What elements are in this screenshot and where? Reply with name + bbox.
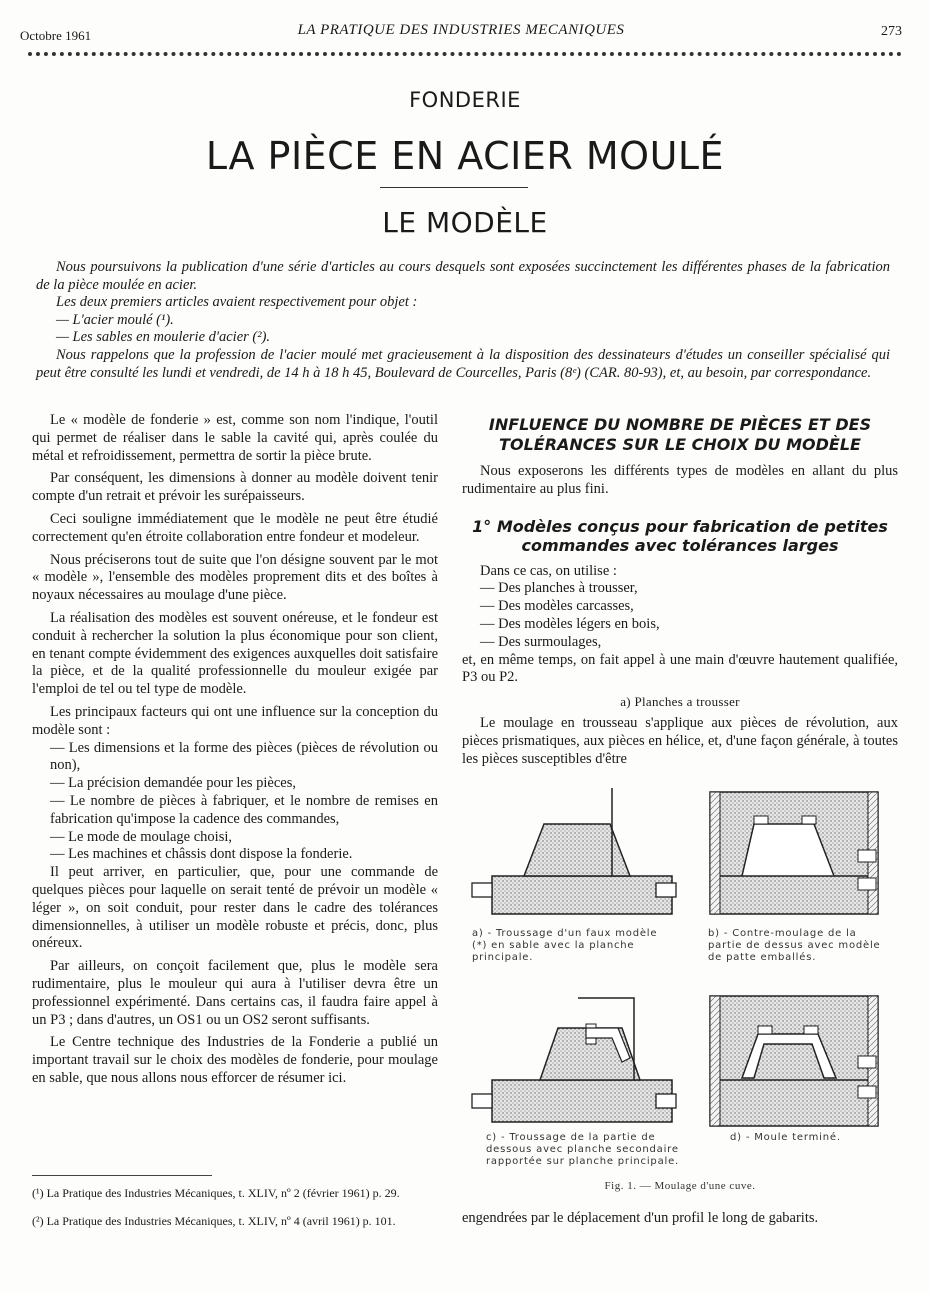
list-item: — Le mode de moulage choisi, [50,828,233,845]
journal-title: LA PRATIQUE DES INDUSTRIES MECANIQUES [297,22,625,38]
intro-paragraph: Les deux premiers articles avaient respectivement pour objet : [56,294,418,311]
caption-a: a) - Troussage d'un faux modèle (*) en sable avec la planche principale. [472,928,658,963]
body-paragraph: Le Centre technique des Industries de la Fonderie a publié un important travail sur le choix des modèles de fonderie, pour moulage en sable, que nous allons nous efforcer de résumer ici. [32,1034,438,1086]
list-item: — Le nombre de pièces à fabriquer, et le nombre de remises en fabrication qu'impose la cadence des commandes, [50,792,438,827]
list-item: — Des planches à trousser, [480,580,638,597]
article-subtitle: LE MODÈLE [382,206,548,239]
body-paragraph: et, en même temps, on fait appel à une main d'œuvre hautement qualifiée, P3 ou P2. [462,651,898,686]
list-item: — Les dimensions et la forme des pièces (pièces de révolution ou non), [50,739,438,774]
page-number: 273 [881,24,902,39]
caption-c: c) - Troussage de la partie de dessous avec planche secondaire rapportée sur planche principale. [486,1132,680,1167]
section-rubric: FONDERIE [409,88,521,112]
title-rule [380,187,528,188]
body-paragraph: Par ailleurs, on conçoit facilement que, plus le modèle sera rudimentaire, plus le mouleur qui aura à l'utiliser devra être un professionnel expérimenté. Dans certains cas, il faudra faire appel à un P3 ; dans d'autres, un OS1 ou un OS2 seront suffisants. [32,958,438,1028]
body-paragraph: Les principaux facteurs qui ont une influence sur la conception du modèle sont : [32,703,438,738]
body-paragraph: La réalisation des modèles est souvent onéreuse, et le fondeur est conduit à rechercher la solution la plus économique pour son client, en tenant compte évidemment des exigences auxquelles doit satisfaire la pièce, et de la qualité professionnelle du mouleur exigée par l'emploi de tel ou tel type de modèle. [32,609,438,698]
footnote: (²) La Pratique des Industries Mécaniques, t. XLIV, nº 4 (avril 1961) p. 101. [32,1214,396,1228]
sub-heading: a) Planches a trousser [620,694,740,710]
diagram-b [710,792,878,914]
article-title: LA PIÈCE EN ACIER MOULÉ [205,134,725,178]
running-header [20,22,902,44]
body-paragraph: Le « modèle de fonderie » est, comme son nom l'indique, l'outil qui permet de réaliser dans le sable la cavité qui, après coulée du métal et refroidissement, permettra de sortir la pièce brute. [32,412,438,464]
figure [462,788,898,1198]
intro-paragraph: Nous rappelons que la profession de l'acier moulé met gracieusement à la disposition des dessinateurs d'études un conseiller spécialisé qui peut être consulté les lundi et vendredi, de 14 h à 18 h 45, Boulevard de Courcelles, Paris (8ᵉ) (CAR. 80-93), et, au besoin, par correspondance. [36,346,890,381]
body-paragraph: Nous exposerons les différents types de modèles en allant du plus rudimentaire au plus fini. [462,463,898,497]
body-paragraph: Dans ce cas, on utilise : [480,562,617,579]
list-item: — Les machines et châssis dont dispose la fonderie. [50,846,353,863]
footnote: (¹) La Pratique des Industries Mécaniques, t. XLIV, nº 2 (février 1961) p. 29. [32,1186,400,1200]
right-column [462,415,898,773]
subsection-heading: 1° Modèles conçus pour fabrication de petites commandes avec tolérances larges [472,516,888,555]
diagram-a [472,788,676,914]
issue-date: Octobre 1961 [20,28,92,43]
body-paragraph: Ceci souligne immédiatement que le modèle ne peut être étudié correctement qu'en étroite collaboration entre fondeur et modeleur. [32,510,438,545]
dotted-rule [28,52,902,60]
intro-paragraph: Nous poursuivons la publication d'une série d'articles au cours desquels sont exposées succinctement les différentes phases de la fabrication de la pièce moulée en acier. [36,259,890,293]
section-heading: INFLUENCE DU NOMBRE DE PIÈCES ET DES TOLÉRANCES SUR LE CHOIX DU MODÈLE [488,415,872,454]
diagram-d [710,996,878,1126]
figure-caption: Fig. 1. — Moulage d'une cuve. [604,1180,756,1192]
caption-d: d) - Moule terminé. [730,1132,841,1143]
body-paragraph: Le moulage en trousseau s'applique aux pièces de révolution, aux pièces prismatiques, aux pièces en hélice, et, d'une façon générale, à toutes les pièces susceptibles d'être [462,714,898,767]
list-item: — Des modèles carcasses, [480,598,634,615]
mould-diagrams [462,788,898,1188]
body-paragraph: Par conséquent, les dimensions à donner au modèle doivent tenir compte d'un retrait et prévoir les surépaisseurs. [32,470,438,505]
intro-block [36,259,890,382]
list-item: — La précision demandée pour les pièces, [50,775,297,792]
intro-paragraph: — L'acier moulé (¹). [56,311,174,328]
body-paragraph: Il peut arriver, en particulier, que, pour une commande de quelques pièces pour laquelle on serait tenté de prévoir un modèle « léger », on soit conduit, pour rester dans le cadre des tolérances dimensionnelles, à utiliser un modèle robuste et précis, donc, plus onéreux. [32,864,438,952]
list-item: — Des surmoulages, [480,633,602,650]
caption-b: b) - Contre-moulage de la partie de dessus avec modèle de patte emballés. [708,928,881,963]
body-paragraph: Nous préciserons tout de suite que l'on désigne souvent par le mot « modèle », l'ensemble des modèles proprement dits et des boîtes à noyaux nécessaires au moulage d'une pièce. [32,551,438,604]
list-item: — Des modèles légers en bois, [480,615,660,632]
diagram-c [472,998,676,1122]
intro-paragraph: — Les sables en moulerie d'acier (²). [56,329,271,346]
footnote-rule [32,1175,212,1176]
left-column [32,412,438,1093]
body-paragraph-continued: engendrées par le déplacement d'un profil le long de gabarits. [462,1210,819,1226]
